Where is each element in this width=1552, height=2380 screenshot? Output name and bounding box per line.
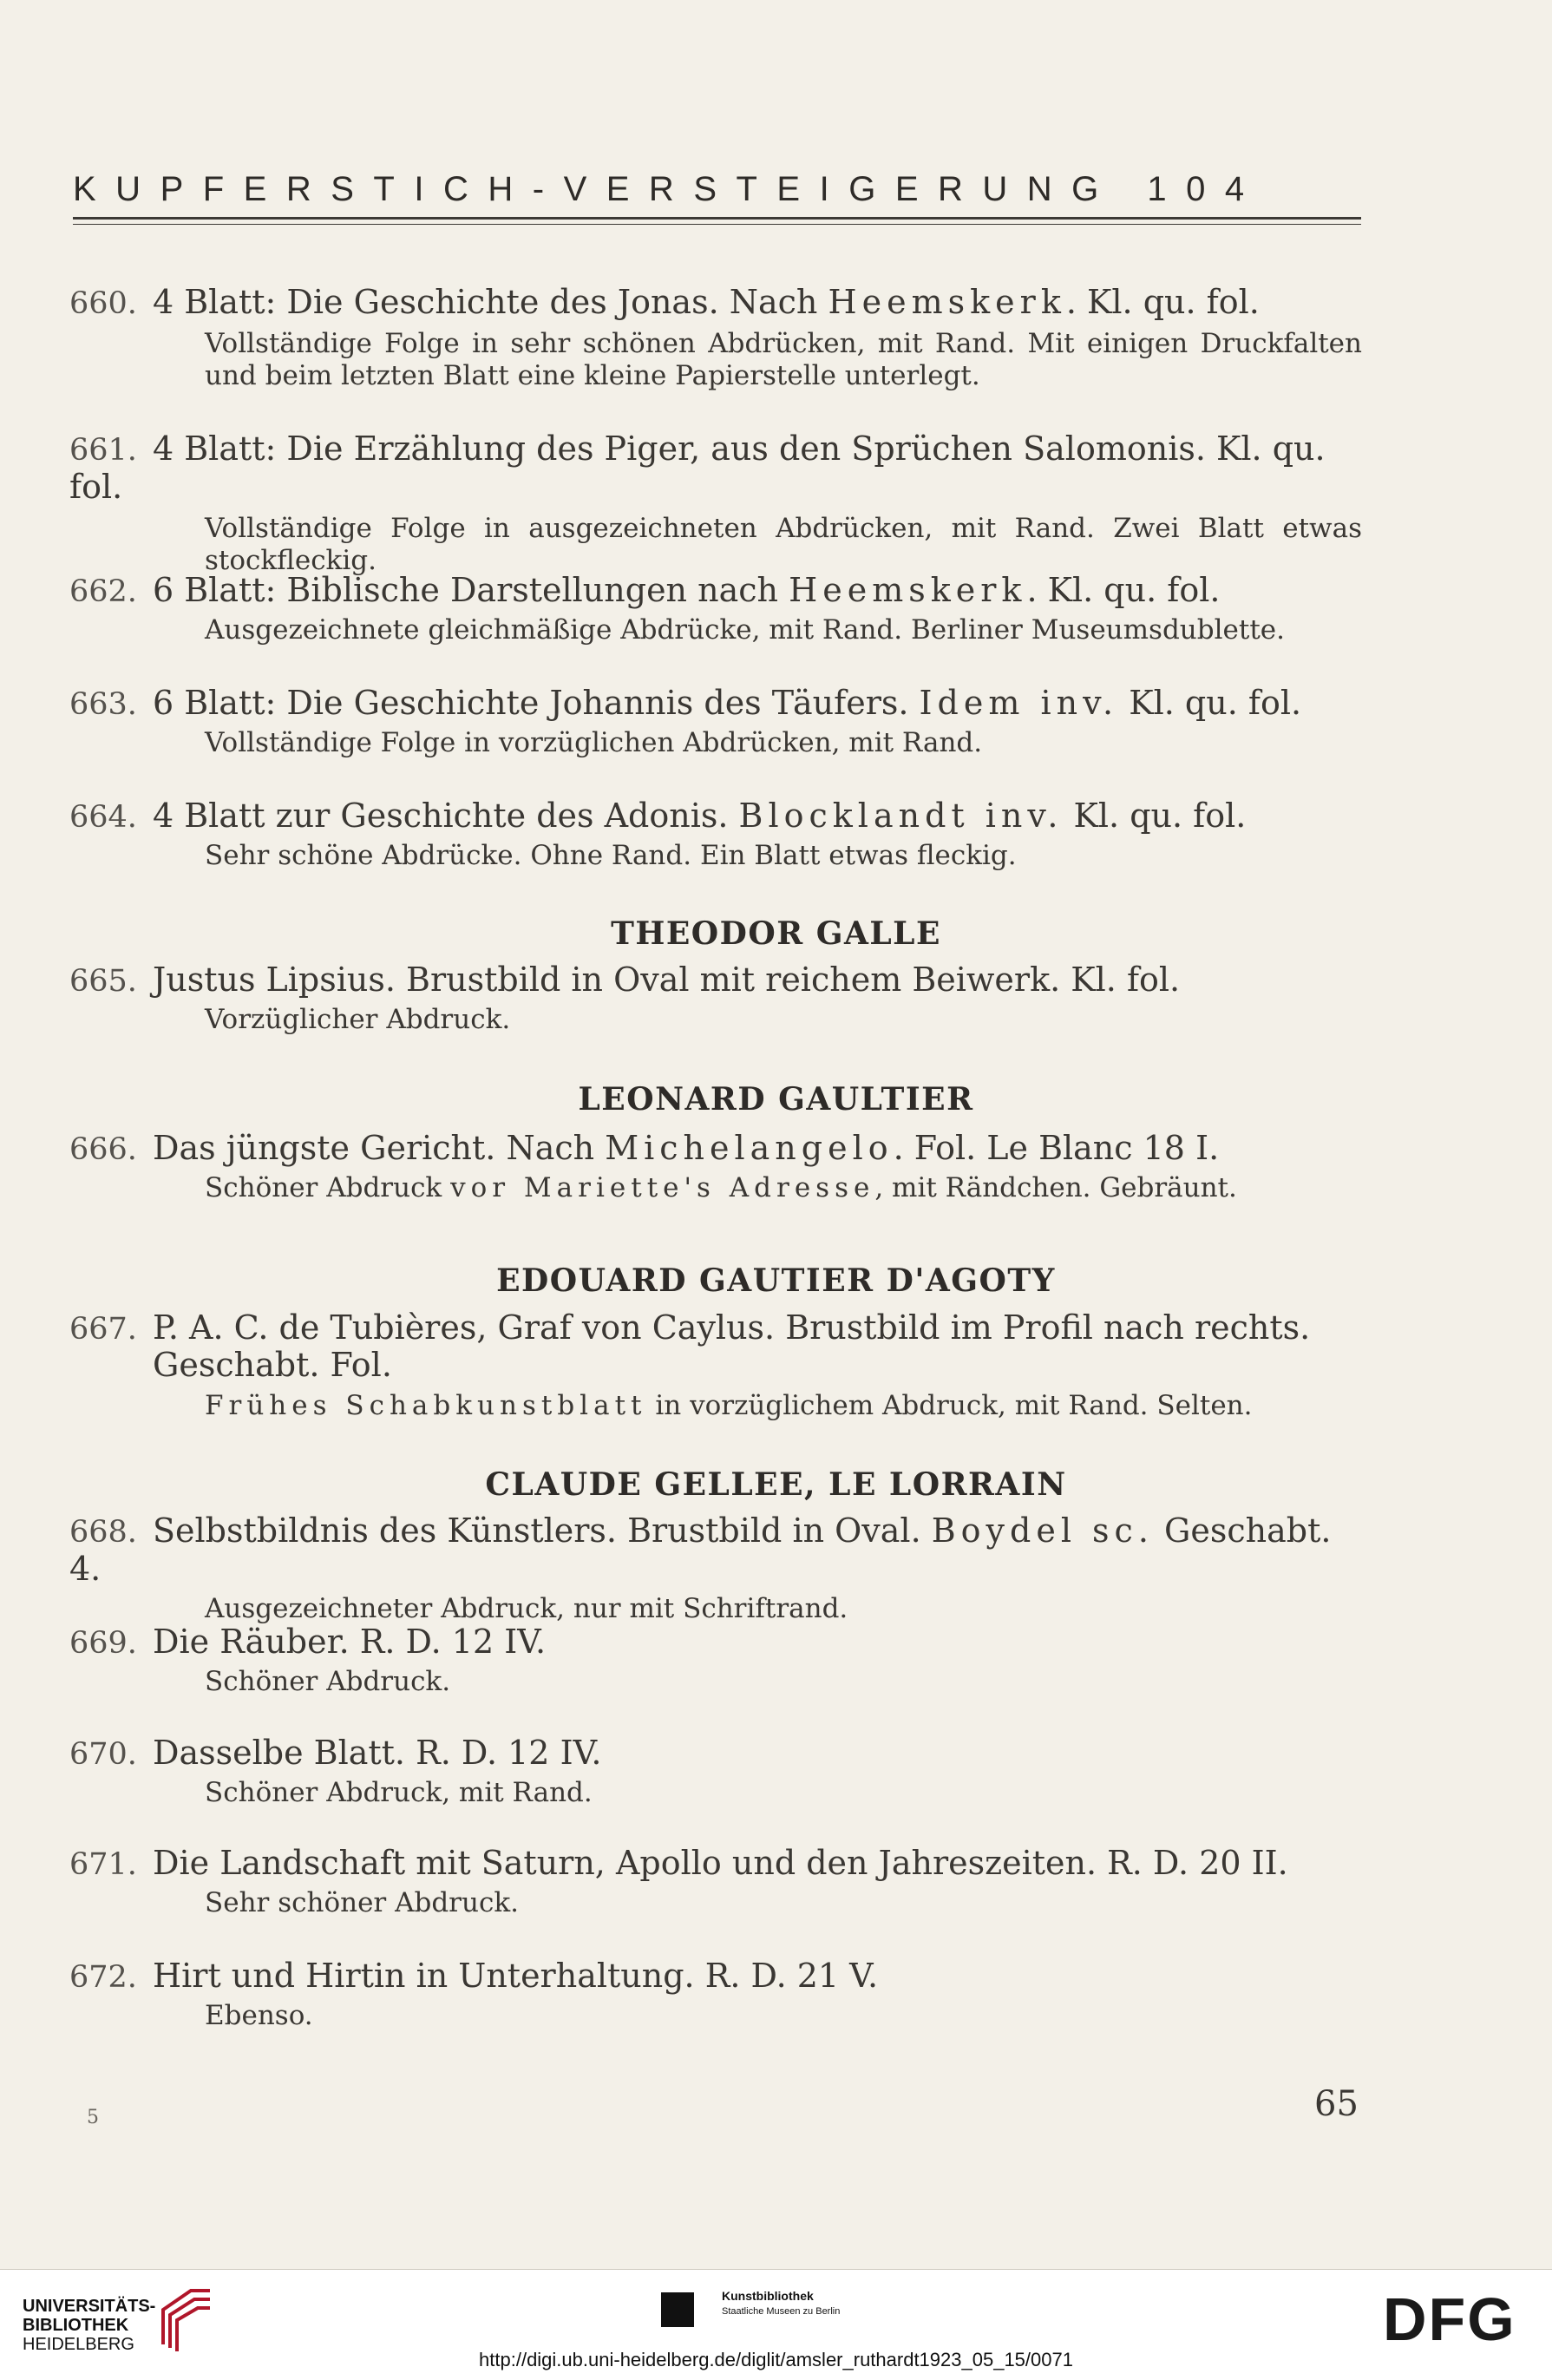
lot-number: 669.: [69, 1626, 137, 1661]
lot-672: [69, 1957, 1362, 2032]
kunstbibliothek-label[interactable]: Kunstbibliothek Staatliche Museen zu Berlin: [722, 2289, 841, 2317]
lot-title: 667. P. A. C. de Tubières, Graf von Caylus. Brustbild im Profil nach rechts.: [69, 1308, 1311, 1347]
lot-description: Schöner Abdruck vor Mariette's Adresse, mit Rändchen. Gebräunt.: [205, 1172, 1237, 1203]
artist-heading: EDOUARD GAUTIER D'AGOTY: [496, 1262, 1056, 1299]
lot-669: [69, 1623, 1362, 1698]
lot-description: Ausgezeichnete gleichmäßige Abdrücke, mit Rand. Berliner Museumsdublette.: [205, 614, 1285, 646]
lot-number: 671.: [69, 1847, 137, 1882]
lot-description: Vollständige Folge in ausgezeichneten Abdrücken, mit Rand. Zwei Blatt etwas stockfleckig.: [205, 513, 1362, 576]
lot-number: 668.: [69, 1515, 137, 1550]
artist-heading: LEONARD GAULTIER: [578, 1081, 974, 1118]
lot-title: 661. 4 Blatt: Die Erzählung des Piger, aus den Sprüchen Salomonis. Kl. qu. fol.: [69, 429, 1326, 506]
lot-660: [69, 283, 1362, 392]
running-header: KUPFERSTICH-VERSTEIGERUNG 104: [73, 170, 1264, 208]
lot-description: Ebenso.: [205, 2000, 313, 2031]
lot-666: [69, 1129, 1362, 1204]
lot-number: 667.: [69, 1312, 137, 1347]
lot-number: 663.: [69, 687, 137, 722]
ub-heidelberg-logo-icon[interactable]: [156, 2284, 217, 2357]
lot-title: 669. Die Räuber. R. D. 12 IV.: [69, 1623, 547, 1661]
lot-description: Ausgezeichneter Abdruck, nur mit Schriftrand.: [205, 1593, 848, 1624]
artist-heading: THEODOR GALLE: [611, 915, 941, 952]
lot-number: 664.: [69, 800, 137, 835]
lot-number: 666.: [69, 1132, 137, 1167]
dfg-logo[interactable]: DFG: [1383, 2285, 1516, 2353]
lot-665: [69, 961, 1362, 1036]
lot-title: 668. Selbstbildnis des Künstlers. Brustbild in Oval. Boydel sc. Geschabt. 4.: [69, 1511, 1332, 1588]
lot-670: [69, 1734, 1362, 1809]
lot-description: Frühes Schabkunstblatt in vorzüglichem Abdruck, mit Rand. Selten.: [205, 1390, 1253, 1421]
lot-671: [69, 1844, 1362, 1919]
lot-description: Vollständige Folge in sehr schönen Abdrücken, mit Rand. Mit einigen Druckfalten und beim letzten Blatt eine kleine Papierstelle unterlegt.: [205, 328, 1362, 391]
lot-662: [69, 571, 1362, 646]
lot-667: [69, 1308, 1362, 1422]
footer-bar: [0, 2269, 1552, 2380]
lot-title: 664. 4 Blatt zur Geschichte des Adonis. Blocklandt inv. Kl. qu. fol.: [69, 797, 1247, 835]
lot-number: 670.: [69, 1737, 137, 1772]
lot-description: Sehr schöner Abdruck.: [205, 1887, 519, 1918]
signature-mark: 5: [87, 2107, 99, 2128]
header-rule-thin: [73, 224, 1361, 225]
lot-description: Schöner Abdruck, mit Rand.: [205, 1777, 593, 1808]
lot-title-continuation: Geschabt. Fol.: [153, 1346, 392, 1384]
lot-title: 671. Die Landschaft mit Saturn, Apollo und den Jahreszeiten. R. D. 20 II.: [69, 1844, 1288, 1882]
page-number: 65: [1314, 2084, 1359, 2124]
lot-number: 662.: [69, 574, 137, 609]
lot-664: [69, 797, 1362, 872]
lot-title: 666. Das jüngste Gericht. Nach Michelangelo. Fol. Le Blanc 18 I.: [69, 1129, 1220, 1167]
ub-heidelberg-label[interactable]: UNIVERSITÄTS- BIBLIOTHEK HEIDELBERG: [23, 2297, 156, 2354]
lot-663: [69, 684, 1362, 759]
header-rule-thick: [73, 217, 1361, 220]
lot-661: [69, 429, 1362, 577]
lot-description: Vorzüglicher Abdruck.: [205, 1004, 511, 1035]
lot-title: 672. Hirt und Hirtin in Unterhaltung. R. D. 21 V.: [69, 1957, 879, 1995]
lot-title: 663. 6 Blatt: Die Geschichte Johannis des Täufers. Idem inv. Kl. qu. fol.: [69, 684, 1302, 722]
lot-number: 661.: [69, 433, 137, 468]
lot-title: 665. Justus Lipsius. Brustbild in Oval mit reichem Beiwerk. Kl. fol.: [69, 961, 1181, 999]
lot-number: 665.: [69, 964, 137, 999]
lot-title: 660. 4 Blatt: Die Geschichte des Jonas. Nach Heemskerk. Kl. qu. fol.: [69, 283, 1260, 321]
lot-title: 670. Dasselbe Blatt. R. D. 12 IV.: [69, 1734, 602, 1772]
permalink-url[interactable]: http://digi.ub.uni-heidelberg.de/diglit/amsler_ruthardt1923_05_15/0071: [479, 2349, 1073, 2370]
lot-description: Schöner Abdruck.: [205, 1666, 451, 1697]
kunstbibliothek-logo-icon[interactable]: [661, 2292, 694, 2327]
lot-number: 672.: [69, 1960, 137, 1995]
artist-heading: CLAUDE GELLEE, LE LORRAIN: [485, 1466, 1067, 1503]
lot-number: 660.: [69, 286, 137, 321]
lot-title: 662. 6 Blatt: Biblische Darstellungen nach Heemskerk. Kl. qu. fol.: [69, 571, 1221, 609]
lot-description: Sehr schöne Abdrücke. Ohne Rand. Ein Blatt etwas fleckig.: [205, 840, 1017, 871]
lot-668: [69, 1511, 1362, 1625]
lot-description: Vollständige Folge in vorzüglichen Abdrücken, mit Rand.: [205, 727, 983, 758]
